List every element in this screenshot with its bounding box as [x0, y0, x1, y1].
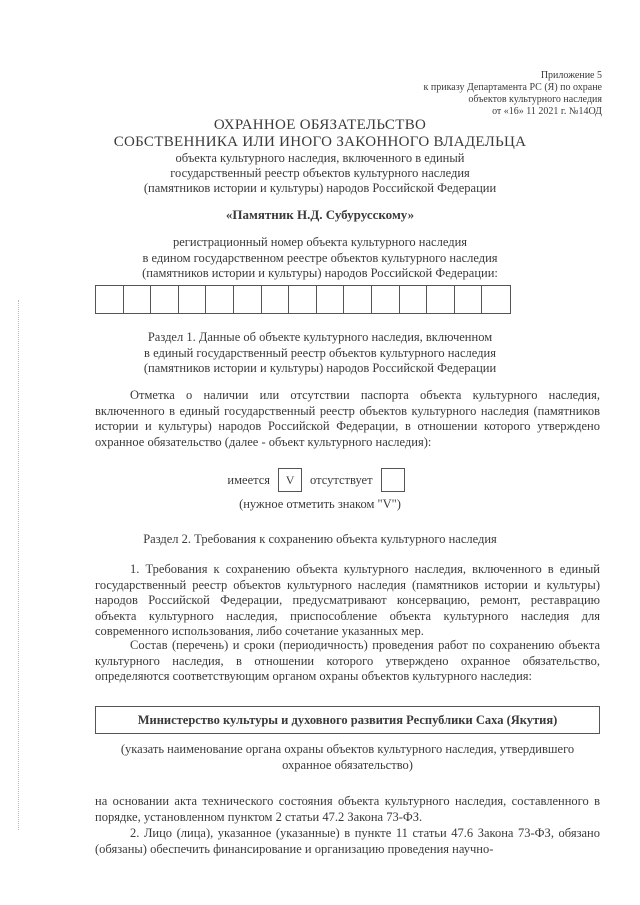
title-line-2: СОБСТВЕННИКА ИЛИ ИНОГО ЗАКОННОГО ВЛАДЕЛЬЦА — [113, 134, 527, 150]
subtitle-line-1: объекта культурного наследия, включенного в единый — [175, 151, 465, 165]
subtitle-line-3: (памятников истории и культуры) народов Российской Федерации — [143, 181, 497, 195]
absent-checkbox[interactable] — [381, 468, 405, 492]
passport-choice — [0, 468, 640, 492]
section-2-heading: Раздел 2. Требования к сохранению объекта культурного наследия — [143, 532, 497, 546]
registration-line-2: в едином государственном реестре объектов культурного наследия — [142, 250, 498, 265]
reg-cell — [289, 286, 317, 313]
appendix-note — [342, 70, 602, 118]
reg-cell — [482, 286, 510, 313]
choice-note: (нужное отметить знаком "V") — [239, 497, 401, 511]
appendix-line-3: объектов культурного наследия — [468, 94, 602, 105]
reg-cell — [234, 286, 262, 313]
composition-paragraph: Состав (перечень) и сроки (периодичность) проведения работ по сохранению объекта культурного наследия, в отношении которого утверждено охранное обязательство, определяются соответствующим органом охраны объектов культурного наследия: — [95, 638, 600, 683]
reg-cell — [151, 286, 179, 313]
reg-cell — [344, 286, 372, 313]
basis-paragraph: на основании акта технического состояния объекта культурного наследия, составленного в порядке, установленном пунктом 2 статьи 47.2 Закона 73-ФЗ. — [95, 794, 600, 824]
reg-cell — [400, 286, 428, 313]
present-label: имеется — [227, 472, 271, 487]
document-title — [60, 117, 580, 196]
reg-cell — [262, 286, 290, 313]
title-line-1: ОХРАННОЕ ОБЯЗАТЕЛЬСТВО — [213, 117, 427, 133]
financing-paragraph: 2. Лицо (лица), указанное (указанные) в пункте 11 статьи 47.6 Закона 73-ФЗ, обязано (обязаны) обеспечить финансирование и организацию проведения научно- — [95, 826, 600, 856]
monument-name: «Памятник Н.Д. Субурусскому» — [225, 207, 415, 222]
section-1-line-3: (памятников истории и культуры) народов Российской Федерации — [143, 361, 497, 375]
requirements-paragraph: 1. Требования к сохранению объекта культурного наследия, включенного в единый государственный реестр объектов культурного наследия (памятников истории и культуры) народов Российской Федерации, предусматривают консервацию, ремонт, реставрацию объекта культурного наследия, приспособление объекта культурного наследия для современного использования, либо сочетание указанных мер. — [95, 562, 600, 638]
authority-name-box: Министерство культуры и духовного развития Республики Саха (Якутия) — [95, 706, 600, 734]
appendix-line-4: от «16» 11 2021 г. №14ОД — [492, 106, 602, 117]
registration-number-grid — [95, 285, 511, 314]
reg-cell — [206, 286, 234, 313]
passport-paragraph: Отметка о наличии или отсутствии паспорта объекта культурного наследия, включенного в единый государственный реестр объектов культурного наследия (памятников истории и культуры) народов Российской Федерации, в отношении которого утверждено охранное обязательство (далее - объект культурного наследия): — [95, 388, 600, 449]
scan-margin-line — [18, 300, 20, 830]
appendix-line-2: к приказу Департамента РС (Я) по охране — [423, 82, 602, 93]
registration-caption — [60, 235, 580, 282]
authority-caption: (указать наименование органа охраны объектов культурного наследия, утвердившего охранное обязательство) — [120, 742, 575, 772]
section-1-line-2: в единый государственный реестр объектов культурного наследия — [144, 345, 496, 360]
reg-cell — [455, 286, 483, 313]
reg-cell — [96, 286, 124, 313]
reg-cell — [427, 286, 455, 313]
registration-line-3: (памятников истории и культуры) народов Российской Федерации: — [142, 266, 498, 280]
reg-cell — [372, 286, 400, 313]
registration-line-1: регистрационный номер объекта культурного наследия — [172, 235, 468, 249]
appendix-line-1: Приложение 5 — [540, 70, 602, 81]
section-1-line-1: Раздел 1. Данные об объекте культурного наследия, включенном — [147, 330, 493, 344]
present-checkbox[interactable]: V — [278, 468, 302, 492]
subtitle-line-2: государственный реестр объектов культурного наследия — [170, 166, 470, 180]
reg-cell — [317, 286, 345, 313]
absent-label: отсутствует — [310, 472, 373, 487]
reg-cell — [124, 286, 152, 313]
section-1-heading — [60, 330, 580, 377]
reg-cell — [179, 286, 207, 313]
